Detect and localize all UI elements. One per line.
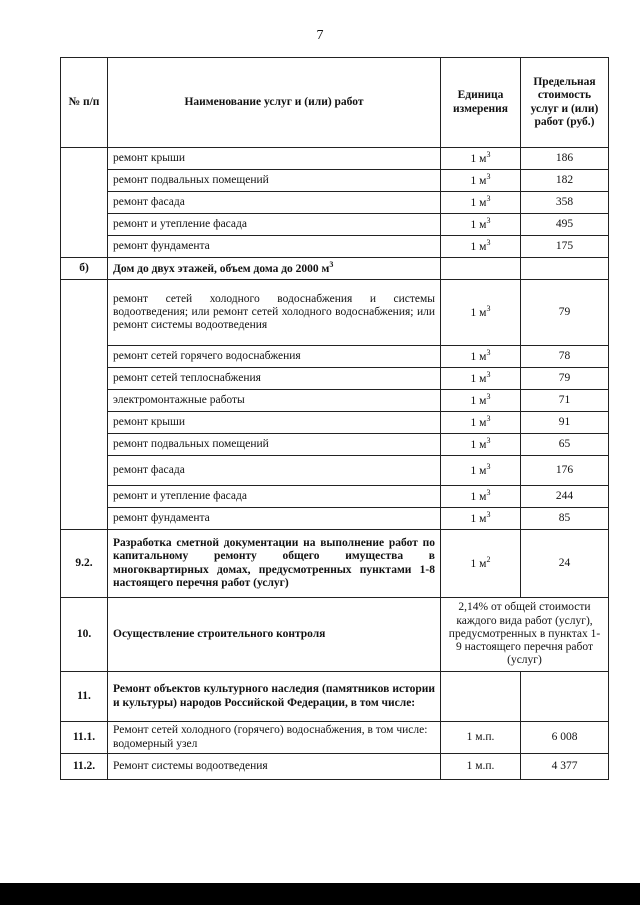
price-cell: 495: [521, 214, 609, 236]
scan-bottom-edge: [0, 883, 640, 905]
unit-cell: 1 $м^3$: [441, 236, 521, 258]
table-row: [61, 346, 609, 368]
table-row-11: [61, 672, 609, 722]
unit-cell: 1 м.п.: [441, 754, 521, 780]
unit-cell: 1 $м^2$: [441, 530, 521, 598]
price-cell: 65: [521, 434, 609, 456]
row-num: 11.2.: [61, 754, 108, 780]
table-row: [61, 390, 609, 412]
service-name: Разработка сметной документации на выполнение работ по капитальному ремонту общего имущества в многоквартирных домах, предусмотренных пунктами 1-8 настоящего перечня работ (услуг): [108, 530, 441, 598]
empty-num-cell: [61, 280, 108, 530]
service-name: ремонт крыши: [108, 412, 441, 434]
price-cell: 79: [521, 280, 609, 346]
price-cell: 175: [521, 236, 609, 258]
unit-cell: 1 $м^3$: [441, 280, 521, 346]
table-row: [61, 368, 609, 390]
row-num: 9.2.: [61, 530, 108, 598]
empty-num-cell: [61, 148, 108, 258]
unit-cell: 1 $м^3$: [441, 346, 521, 368]
service-name: электромонтажные работы: [108, 390, 441, 412]
page-number: 7: [316, 28, 324, 43]
price-cell: 85: [521, 508, 609, 530]
service-name: ремонт сетей теплоснабжения: [108, 368, 441, 390]
price-cell: 71: [521, 390, 609, 412]
group-b-title: Дом до двух этажей, объем дома до 2000 $м^3$: [108, 258, 441, 280]
cost-note: 2,14% от общей стоимости каждого вида работ (услуг), предусмотренных в пунктах 1-9 настоящего перечня работ (услуг): [441, 598, 609, 672]
unit-cell: 1 $м^3$: [441, 368, 521, 390]
unit-cell: 1 $м^3$: [441, 508, 521, 530]
table-header-row: [61, 58, 609, 148]
table-row-11-1: [61, 722, 609, 754]
service-name: Ремонт системы водоотведения: [108, 754, 441, 780]
group-b-header-row: [61, 258, 609, 280]
unit-cell: 1 $м^3$: [441, 486, 521, 508]
services-price-table: [60, 57, 609, 780]
table-row: [61, 214, 609, 236]
unit-cell: 1 $м^3$: [441, 434, 521, 456]
price-cell: 91: [521, 412, 609, 434]
unit-cell: 1 $м^3$: [441, 390, 521, 412]
price-cell: 79: [521, 368, 609, 390]
service-name: Ремонт объектов культурного наследия (памятников истории и культуры) народов Российской Федерации, в том числе:: [108, 672, 441, 722]
table-row-9-2: [61, 530, 609, 598]
service-name: ремонт фундамента: [108, 236, 441, 258]
price-cell: 4 377: [521, 754, 609, 780]
price-cell: 176: [521, 456, 609, 486]
table-row: [61, 192, 609, 214]
table-row: [61, 412, 609, 434]
unit-cell: 1 $м^3$: [441, 214, 521, 236]
table-row: [61, 434, 609, 456]
price-cell: 78: [521, 346, 609, 368]
row-num: 11.: [61, 672, 108, 722]
table-row-10: [61, 598, 609, 672]
service-name: ремонт и утепление фасада: [108, 214, 441, 236]
group-b-num: б): [61, 258, 108, 280]
service-name: ремонт подвальных помещений: [108, 170, 441, 192]
table-row: [61, 170, 609, 192]
unit-cell: 1 $м^3$: [441, 148, 521, 170]
unit-cell: 1 $м^3$: [441, 412, 521, 434]
service-name: ремонт подвальных помещений: [108, 434, 441, 456]
header-name: Наименование услуг и (или) работ: [108, 58, 441, 148]
service-name: ремонт фасада: [108, 192, 441, 214]
service-name: ремонт крыши: [108, 148, 441, 170]
row-num: 10.: [61, 598, 108, 672]
table-row-11-2: [61, 754, 609, 780]
table-row: [61, 148, 609, 170]
header-price: Предельная стоимость услуг и (или) работ (руб.): [521, 58, 609, 148]
price-cell: 24: [521, 530, 609, 598]
price-cell: 358: [521, 192, 609, 214]
price-cell: 6 008: [521, 722, 609, 754]
table-row: [61, 236, 609, 258]
row-num: 11.1.: [61, 722, 108, 754]
price-cell: 182: [521, 170, 609, 192]
header-num: № п/п: [61, 58, 108, 148]
unit-cell: 1 $м^3$: [441, 170, 521, 192]
header-unit: Единица измерения: [441, 58, 521, 148]
service-name: ремонт сетей холодного водоснабжения и системы водоотведения; или ремонт сетей холодного водоснабжения; или ремонт системы водоотведения: [108, 280, 441, 346]
price-cell: 186: [521, 148, 609, 170]
service-name: ремонт фасада: [108, 456, 441, 486]
price-cell: 244: [521, 486, 609, 508]
table-row: [61, 508, 609, 530]
unit-cell: 1 $м^3$: [441, 456, 521, 486]
unit-cell: 1 м.п.: [441, 722, 521, 754]
service-name: ремонт фундамента: [108, 508, 441, 530]
table-row: [61, 486, 609, 508]
table-row: [61, 280, 609, 346]
service-name: Ремонт сетей холодного (горячего) водоснабжения, в том числе: водомерный узел: [108, 722, 441, 754]
table-row: [61, 456, 609, 486]
service-name: ремонт и утепление фасада: [108, 486, 441, 508]
service-name: Осуществление строительного контроля: [108, 598, 441, 672]
unit-cell: 1 $м^3$: [441, 192, 521, 214]
service-name: ремонт сетей горячего водоснабжения: [108, 346, 441, 368]
